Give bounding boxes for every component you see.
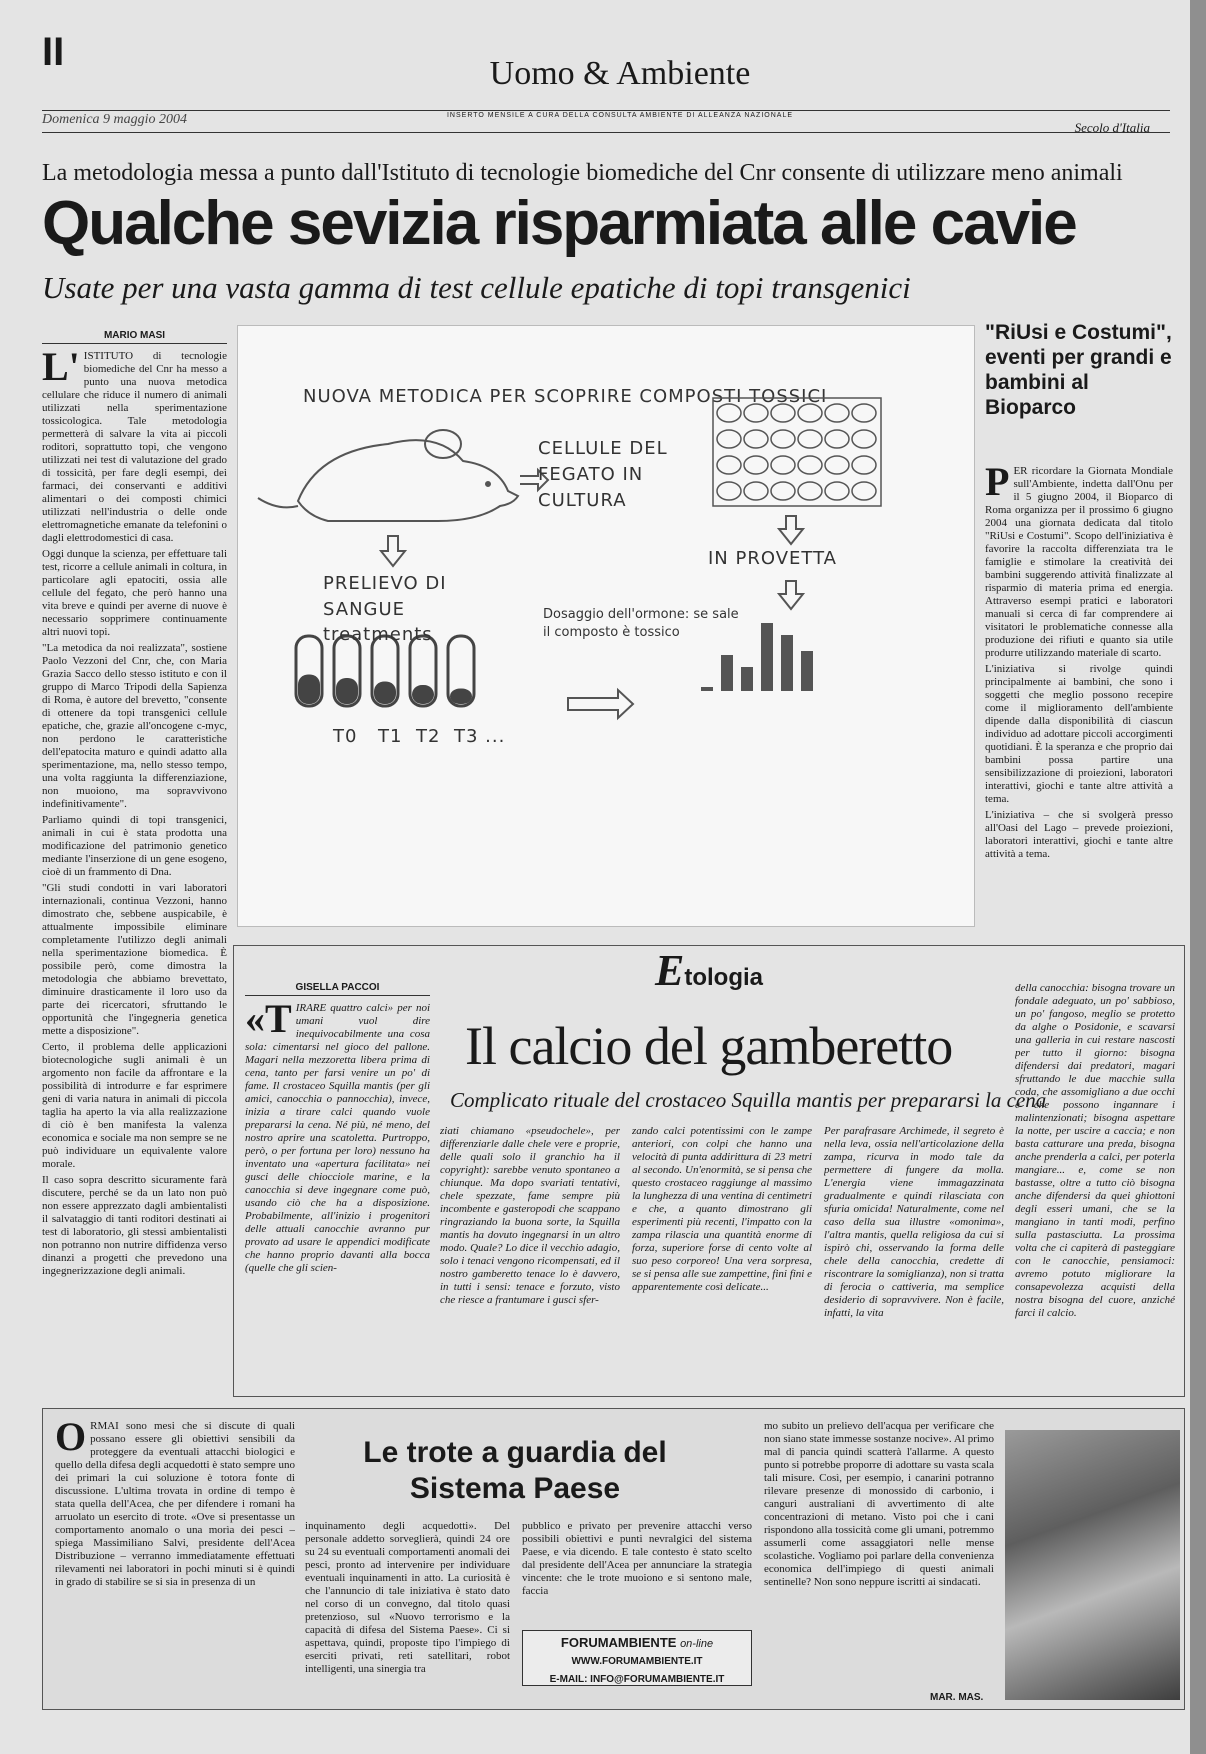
forum-ambiente-box — [522, 1630, 752, 1686]
culture-well — [798, 482, 822, 500]
paragraph: L'iniziativa – che si svolgerà presso all'Oasi del Lago – prevede proiezioni, laboratori interattivi, giochi e tante altre attività a tema. — [985, 809, 1173, 860]
paragraph: Per parafrasare Archimede, il segreto è nella leva, ossia nell'articolazione della zampa, ricurva in modo tale da permettere di fungere da molla. L'energia viene immagazzinata gradualmente e quindi rilasciata con sfuria omicida! Naturalmente, come nel caso della sua illustre «omonima», l'altra mantis, quella religiosa da cui si ispirò chi, osservando la forma delle chele della canocchia, credette di riscontrare la somiglianza), non si tratta di ferocia o cattiveria, ma semplice desiderio di sopravvivere. Non è facile, infatti, la vita — [824, 1125, 1004, 1319]
sidebar-column — [985, 465, 1173, 925]
culture-well — [852, 482, 876, 500]
drop-cap: P — [985, 465, 1010, 504]
etologia-byline: GISELLA PACCOI — [245, 982, 430, 996]
header-rule — [42, 110, 1170, 111]
bar — [761, 623, 773, 691]
culture-well — [852, 456, 876, 474]
paragraph: Parliamo quindi di topi transgenici, animali in cui è stata prodotta una modificazione del patrimonio genetico mediante l'inserzione di un gene esogeno, cioè di un frammento di Dna. — [42, 814, 227, 878]
label-dose: Dosaggio dell'ormone: se sale il composto è tossico — [543, 607, 739, 640]
paragraph: ISTITUTO di tecnologie biomediche del Cnr ha messo a punto una nuova metodica cellulare che riduce il numero di animali utilizzati nella sperimentazione tossicologica. Tale metodologia permetterà di salvare la vita ai piccoli roditori, soprattutto topi, che vengono utilizzati nei test di valutazione del grado di tossicità, per fare degli esempi, dei farmaci, dei conservanti e additivi alimentari o dei composti chimici utilizzati nell'industria o delle onde elettromagnetiche emanate da telefonini o dagli elettrodomestici di casa. — [42, 350, 227, 544]
sidebar-title: "RiUsi e Costumi", eventi per grandi e bambini al Bioparco — [985, 321, 1172, 419]
culture-well — [771, 404, 795, 422]
forum-name: FORUMAMBIENTE — [560, 1635, 677, 1650]
tube-fill — [374, 682, 396, 705]
paragraph: ziati chiamano «pseudochele», per differenziarle dalle chele vere e proprie, delle quali solo il granchio ha il copyright): sarebbe venuto spontaneo a chiunque. Ma dopo svariati tentativi, chele spezzate, fame sempre più incombente e gasteropodi che scappano ringraziando la buona sorte, la Squilla mantis ha dovuto ingegnarsi in un altro modo. Quale? Lo dice il vecchio adagio, solo i tenaci vengono ricompensati, ed il nostro gamberetto tenace lo è davvero, in tutti i sensi: tenace e forzuto, visto che riesce a frantumare i gusci sfer- — [440, 1125, 620, 1306]
culture-well — [744, 482, 768, 500]
paper-name: Secolo d'Italia — [1074, 120, 1150, 135]
culture-well — [798, 456, 822, 474]
etologia-col-4 — [824, 1125, 1004, 1383]
paragraph: pubblico e privato per prevenire attacchi verso possibili obiettivi e punti nevralgici del sistema Paese, e via dicendo. E tale contesto è stato scelto dal presidente dell'Acea per annunciare la strategia vincente: che le trote muoiono e si sentono male, faccia — [522, 1520, 752, 1597]
culture-well — [825, 456, 849, 474]
paragraph: L'iniziativa si rivolge quindi principalmente ai bambini, che sono i soggetti che meglio possono recepire come il miglioramento dell'ambiente dipende dalla disponibilità di ciascun individuo ad adottare piccoli accorgimenti quotidiani. È la speranza e che proprio dai bambini possa partire una sensibilizzazione di proiezioni, laboratori interattivi, giochi e tante altre attività a tema. — [985, 663, 1173, 805]
paragraph: RMAI sono mesi che si discute di quali possano essere gli obiettivi sensibili da proteggere da eventuali attacchi biologici e quello della difesa degli acquedotti è stato sempre uno dei primari la cui soluzione è totora fonte di discussione. L'ultima trovata in ordine di tempo è stata quella dell'Acea, che per difendere i romani ha arruolato un esercito di trote. «Ove si presentasse un comportamento anomalo o una morìa dei pesci – spiega Massimiliano Salvi, presidente dell'Acea Distribuzione – verranno immediatamente effettuati rilevamenti nei laboratori in pochi minuti si è quindi in grado di stabilire se si sia in presenza di un — [55, 1420, 295, 1588]
arrow-down-icon — [779, 516, 803, 544]
forum-email[interactable]: E-MAIL: INFO@FORUMAMBIENTE.IT — [549, 1674, 725, 1685]
culture-well — [825, 482, 849, 500]
toxicity-diagram — [237, 325, 975, 927]
culture-well — [852, 430, 876, 448]
drop-cap: L' — [42, 344, 80, 389]
paragraph: IRARE quattro calci» per noi umani vuol dire inequivocabilmente una cosa sola: cimentarsi nel gioco del pallone. Magari nella mezzoretta libera prima di cena, tanto per farsi venire un po' di fame. Il crostaceo Squilla mantis (per gli amici, canocchia o pannocchia), invece, inizia a tirare calci quando vuole prepararsi la cena. Né più, né meno, del nostro aprire una scatoletta. Purtroppo, però, o per fortuna per loro) nessuno ha inventato una «apertura facilitata» nei gusci delle chiocciole marine, e la canocchia si deve ingegnare come può, usando ciò che ha a disposizione. Probabilmente, all'inizio i progenitori delle attuali canocchie avranno pur provato ad usare le appendici modificate che hanno proprio davanti alla bocca (quelle che gli scien- — [245, 1002, 430, 1274]
time-label: T0 — [333, 726, 358, 747]
article-headline: Qualche sevizia risparmiata alle cavie — [42, 189, 1076, 258]
bar — [741, 667, 753, 691]
time-label: T3 ... — [454, 726, 506, 747]
trote-col-3 — [522, 1520, 752, 1620]
bar — [721, 655, 733, 691]
time-label: T2 — [416, 726, 441, 747]
arrow-down-icon — [779, 581, 803, 609]
trote-col-4 — [764, 1420, 994, 1685]
article-byline: MARIO MASI — [42, 330, 227, 344]
section-etologia — [655, 945, 763, 996]
page-number: II — [42, 30, 65, 74]
forum-tag: on-line — [680, 1638, 714, 1650]
section-initial: E — [655, 946, 685, 995]
arrow-right-icon — [568, 690, 633, 718]
bar — [701, 687, 713, 691]
arrow-down-icon — [381, 536, 405, 566]
masthead: Uomo & Ambiente — [489, 55, 751, 92]
paragraph: zando calci potentissimi con le zampe anteriori, con colpi che hanno una velocità di punta addirittura di 23 metri al secondo. Un'enormità, se si pensa che questo crostaceo raggiunge al massimo la lunghezza di una ventina di centimetri e che, a quanto dimostrano gli esperimenti più recenti, l'impatto con la zampa rilascia una quantità enorme di forza, superiore forse di cento volte al suo peso corporeo! Una vera sorpresa, se si pensa alle sue zampettine, fini fini e apparentemente così delicate... — [632, 1125, 812, 1293]
culture-well — [771, 456, 795, 474]
culture-well — [825, 430, 849, 448]
etologia-subhead: Complicato rituale del crostaceo Squilla mantis per prepararsi la cena — [450, 1088, 1047, 1112]
paragraph: Oggi dunque la scienza, per effettuare tali test, ricorre a cellule animali in coltura, in particolare agli epatociti, ossia alle cellule del fegato, che però hanno una vita breve e quindi per averne di nuove è necessario sopprimere continuamente altri nuovi topi. — [42, 548, 227, 638]
etologia-col-1 — [245, 982, 430, 1382]
bar — [801, 651, 813, 691]
culture-well — [744, 430, 768, 448]
etologia-col-5 — [1015, 982, 1175, 1382]
tube-fill — [298, 675, 320, 705]
etologia-headline: Il calcio del gamberetto — [465, 1016, 953, 1076]
paragraph: inquinamento degli acquedotti». Del personale addetto sorveglierà, quindi 24 ore su 24 su eventuali comportamenti anomali dei pesci, pronto ad intervenire per individuare eventuali inquinamenti in atto. La curiosità è che l'annuncio di tale iniziativa è stato dato nel corso di un convegno, dal titolo quasi pretenzioso, sul «Nuovo terrorismo e la capacità di difesa del Sistema Paese». Ci si aspettava, quindi, proposte tipo l'impiego di eserciti privati, reti satellitari, robot intelligenti, una sinergia tra — [305, 1520, 510, 1675]
masthead-subtitle: INSERTO MENSILE A CURA DELLA CONSULTA AMBIENTE DI ALLEANZA NAZIONALE — [446, 112, 794, 119]
culture-well — [825, 404, 849, 422]
trout-photo — [1005, 1430, 1180, 1700]
paragraph: "La metodica da noi realizzata", sostiene Paolo Vezzoni del Cnr, che, con Maria Grazia Sacco dello stesso istituto e con il gruppo di Marco Tripodi della Sapienza di Roma, è autore del brevetto, "consente di ottenere da topi transgenici cellule epatiche, che, grazie all'oncogene c-myc, non perdono le caratteristiche dell'epatocita maturo e quindi adatto alla sperimentazione, ma, nello stesso tempo, una volta raggiunta la differenziazione, non muoiono, ma sopravvivono indefinitivamente". — [42, 642, 227, 810]
tube-fill — [412, 685, 434, 704]
drop-cap: «T — [245, 996, 292, 1041]
time-label: T1 — [378, 726, 403, 747]
trote-headline: Le trote a guardia del Sistema Paese — [363, 1436, 667, 1505]
paragraph: ER ricordare la Giornata Mondiale sull'Ambiente, indetta dall'Onu per il 5 giugno 2004, il Bioparco di Roma organizza per il prossimo 6 giugno 2004 una giornata dedicata dal titolo "RiUsi e Costumi". Scopo dell'iniziativa è favorire la raccolta differenziata tra le famiglie e stimolare la creatività dei bambini suggerendo attività finalizzate al risparmio di materia prima ed energia. Attraverso esempi pratici e laboratori manuali si cerca di far comprendere ai visitatori le problematiche connesse alla produzione dei rifiuti e quanto sia utile produrre utilizzando materiale di scarto. — [985, 465, 1173, 659]
section-name: tologia — [684, 964, 764, 991]
bar — [781, 635, 793, 691]
culture-wells — [717, 404, 876, 500]
trote-col-2 — [305, 1520, 510, 1700]
trote-col-1 — [55, 1420, 295, 1700]
culture-well — [717, 404, 741, 422]
article-kicker: La metodologia messa a punto dall'Istituto di tecnologie biomediche del Cnr consente di utilizzare meno animali — [42, 160, 1123, 186]
culture-well — [744, 404, 768, 422]
culture-well — [798, 430, 822, 448]
label-test-tube: IN PROVETTA — [708, 548, 837, 569]
drop-cap: O — [55, 1420, 87, 1459]
test-tubes — [296, 636, 474, 706]
paragraph: Certo, il problema delle applicazioni biotecnologiche sugli animali è un argomento non facile da affrontare e la possibilità di introdurre e far esprimere geni di varia natura in animali di piccola taglia ha aperto la via alla realizzazione di ciò è ben manifesta la valenza economica e sociale ma non sempre se ne può individuare un equivalente valore morale. — [42, 1041, 227, 1170]
label-treatments: treatments — [323, 624, 433, 645]
diagram-title: NUOVA METODICA PER SCOPRIRE COMPOSTI TOSSICI — [303, 386, 828, 407]
forum-website[interactable]: WWW.FORUMAMBIENTE.IT — [571, 1656, 703, 1667]
etologia-col-3 — [632, 1125, 812, 1383]
culture-well — [717, 430, 741, 448]
culture-well — [798, 404, 822, 422]
tube-fill — [450, 689, 472, 705]
culture-well — [717, 456, 741, 474]
mouse-icon — [258, 430, 518, 521]
main-article-column — [42, 330, 227, 1380]
label-blood: PRELIEVO DI SANGUE — [323, 573, 447, 620]
trote-signature: MAR. MAS. — [930, 1692, 984, 1703]
header-rule-lower — [42, 132, 1170, 133]
paragraph: della canocchia: bisogna trovare un fondale adeguato, un po' sabbioso, un po' fangoso, meglio se protetto da alghe o Posidonie, e scavarsi una galleria in cui restare nascosti per tutto il giorno: bisogna difendersi dai predatori, magari sfruttando le due macchie sulla coda, che assomigliano a due occhi e che possono ingannare i malintenzionati; bisogna aspettare la notte, per uscire a caccia; e non basta catturare una preda, bisogna anche prenderla a calci, per poterla mangiare... e, come se non bastasse, oltre a tutto ciò bisogna anche difendersi da quei ghiottoni degli esseri umani, che se la mangiano in tanti modi, perfino sulla pastasciutta. La prossima volta che ci capiterà di pasteggiare con le canocchie, pensiamoci: avremo potuto migliorare la consapevolezza acquisti della nostra bisogna del cuore, anziché farci il calcio. — [1015, 982, 1175, 1319]
paragraph: mo subito un prelievo dell'acqua per verificare che non siano state immesse sostanze nocive». Al primo mal di pancia quindi scatterà l'allarme. A questo punto si potrebbe proporre di adottare su vasta scala tali misure. Così, per esempio, i canarini potranno rilevare presenze di monossido di carbonio, i canguri australiani di avvertimento di alte concentrazioni di metano. Visto poi che i cani rispondono alla tossicità come gli umani, potremmo assumerli come assaggiatori nelle mense scolastiche. Vogliamo poi parlare della convenienza economica dell'impiego di questi animali sentinelle? Non sono neppure iscritti ai sindacati. — [764, 1420, 994, 1588]
etologia-col-2 — [440, 1125, 620, 1383]
tube-fill — [336, 678, 358, 704]
culture-plate-icon — [713, 398, 881, 506]
paragraph: Il caso sopra descritto sicuramente farà discutere, perché se da un lato non può non essere apprezzato dagli ambientalisti il salvataggio di tanti roditori destinati ai test di laboratorio, gli stessi ambientalisti non potranno non nutrire diffidenza verso dinanzi a progetti che prevedono una ingegnerizzazione degli animali. — [42, 1174, 227, 1277]
article-subhead: Usate per una vasta gamma di test cellule epatiche di topi transgenici — [42, 270, 911, 305]
label-cells: CELLULE DEL FEGATO IN CULTURA — [538, 438, 668, 511]
culture-well — [771, 430, 795, 448]
culture-well — [852, 404, 876, 422]
culture-well — [771, 482, 795, 500]
paragraph: "Gli studi condotti in vari laboratori internazionali, continua Vezzoni, hanno dimostrato che, sebbene auspicabile, è attualmente impossibile eliminare completamente l'utilizzo degli animali nella sperimentazione biomedica. È possibile però, come dimostra la metodologia che abbiamo brevettato, diminuire drasticamente il loro uso da parte dei ricercatori, sfruttando le opportunità che l'ingegneria genetica mette a disposizione". — [42, 882, 227, 1037]
culture-well — [744, 456, 768, 474]
dateline: Domenica 9 maggio 2004 — [42, 112, 188, 127]
culture-well — [717, 482, 741, 500]
